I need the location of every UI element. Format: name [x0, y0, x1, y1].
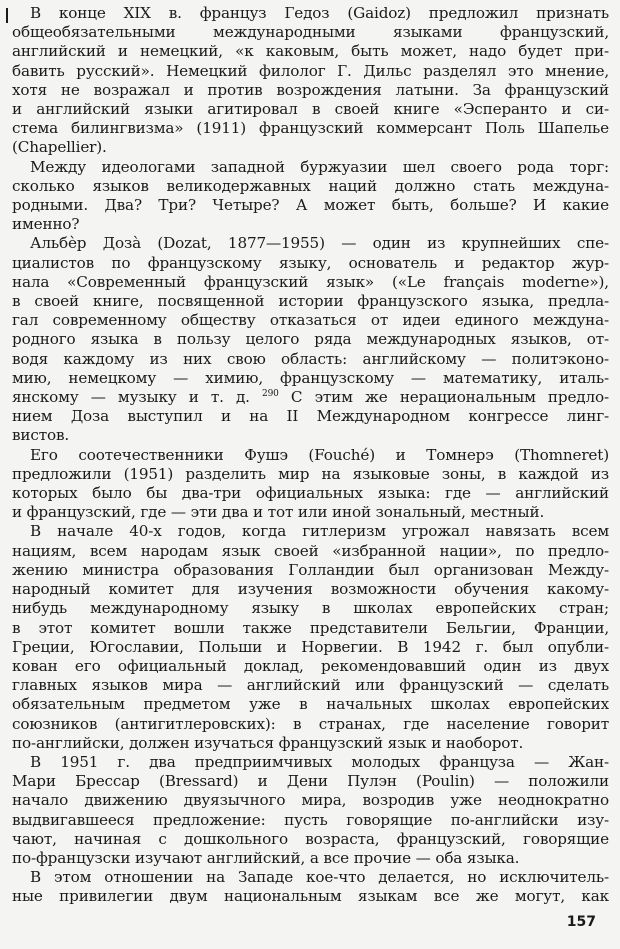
paragraph-6: [12, 753, 609, 868]
text-line: чают, начиная с дошкольного возраста, французский, говорящие: [12, 829, 609, 848]
text-line: Между идеологами западной буржуазии шел своего рода торг:: [30, 157, 609, 176]
text-line: гал современному обществу отказаться от идеи единого междуна-: [12, 311, 609, 330]
text-line: В 1951 г. два предприимчивых молодых француза — Жан-: [30, 752, 609, 771]
footnote-ref: 290: [262, 389, 279, 400]
text-line: общеобязательными международными языками французский,: [12, 23, 609, 42]
text-line-with-footnote: [12, 388, 609, 407]
text-line: вистов.: [12, 426, 70, 445]
text-line: английский и немецкий, «к каковым, быть может, надо будет при-: [12, 42, 609, 61]
text-line: кован его официальный доклад, рекомендовавший один из двух: [12, 656, 609, 675]
text-line: Альбѐр Дозà (Dozat, 1877—1955) — один из крупнейших спе-: [30, 234, 609, 253]
text-line: ные привилегии двум национальным языкам все же могут, как: [12, 887, 609, 906]
paragraph-4: [12, 446, 609, 523]
text-line: мию, немецкому — химию, французскому — математику, италь-: [12, 368, 609, 387]
text-line: родного языка в пользу целого ряда международных языков, от-: [12, 330, 609, 349]
text-line: нациям, всем народам язык своей «избранной нации», по предло-: [12, 541, 609, 560]
text-line: нибудь международному языку в школах европейских стран;: [12, 599, 609, 618]
text-line: Мари Брессар (Bressard) и Дени Пулэн (Poulin) — положили: [12, 772, 609, 791]
text-line: нала «Современный французский язык» («Le français moderne»),: [12, 272, 609, 291]
text-line: сколько языков великодержавных наций должно стать междуна-: [12, 176, 609, 195]
text-line: (Chapellier).: [12, 138, 107, 157]
text-line: стема билингвизма» (1911) французский коммерсант Поль Шапелье: [12, 119, 609, 138]
text-line: именно?: [12, 215, 80, 234]
text-line: Греции, Югославии, Польши и Норвегии. В 1942 г. был опубли-: [12, 637, 609, 656]
text-line: и французский, где — эти два и тот или иной зональный, местный.: [12, 503, 545, 522]
text-segment: янскому — музыку и т. д.: [12, 388, 250, 407]
text-line: начало движению двуязычного мира, возродив уже неоднократно: [12, 791, 609, 810]
text-line: В этом отношении на Западе кое-что делается, но исключитель-: [30, 868, 609, 887]
text-line: обязательным предметом уже в начальных школах европейских: [12, 695, 609, 714]
text-line: Его соотечественники Фушэ (Fouché) и Томнерэ (Thomneret): [30, 445, 609, 464]
paragraph-2: [12, 158, 609, 235]
text-line: по-английски, должен изучаться французский язык и наоборот.: [12, 733, 524, 752]
paragraph-7: [12, 868, 609, 906]
text-line: по-французски изучают английский, а все прочие — оба языка.: [12, 848, 520, 867]
text-line: жению министра образования Голландии был организован Между-: [12, 560, 609, 579]
text-line: нием Доза выступил и на II Международном конгрессе линг-: [12, 407, 609, 426]
margin-mark: [6, 8, 8, 23]
text-line: родными. Два? Три? Четыре? А может быть, больше? И какие: [12, 196, 609, 215]
paragraph-1: [12, 4, 609, 158]
paragraph-5: [12, 522, 609, 752]
text-line: В начале 40-х годов, когда гитлеризм угрожал навязать всем: [30, 522, 609, 541]
text-line: водя каждому из них свою область: английскому — политэконо-: [12, 349, 609, 368]
text-line: в своей книге, посвященной истории французского языка, предла-: [12, 292, 609, 311]
text-line: хотя не возражал и против возрождения латыни. За французский: [12, 80, 609, 99]
text-line: которых было бы два-три официальных языка: где — английский: [12, 484, 609, 503]
page-number: 157: [566, 914, 596, 930]
text-line: в этот комитет вошли также представители Бельгии, Франции,: [12, 618, 609, 637]
text-line: союзников (антигитлеровских): в странах, где население говорит: [12, 714, 609, 733]
paragraph-3: [12, 234, 609, 445]
text-line: главных языков мира — английский или французский — сделать: [12, 676, 609, 695]
text-line: циалистов по французскому языку, основатель и редактор жур-: [12, 253, 609, 272]
text-line: бавить русский». Немецкий филолог Г. Дильс разделял это мнение,: [12, 61, 609, 80]
text-line: В конце XIX в. француз Гедоз (Gaidoz) предложил признать: [30, 4, 609, 22]
text-line: и английский языки агитировал в своей книге «Эсперанто и си-: [12, 100, 609, 119]
page-body: [12, 4, 609, 907]
text-segment: С этим же нерациональным предло-: [278, 388, 609, 407]
text-line: предложили (1951) разделить мир на языковые зоны, в каждой из: [12, 464, 609, 483]
text-line: выдвигавшееся предложение: пусть говорящие по-английски изу-: [12, 810, 609, 829]
text-line: народный комитет для изучения возможности обучения какому-: [12, 580, 609, 599]
